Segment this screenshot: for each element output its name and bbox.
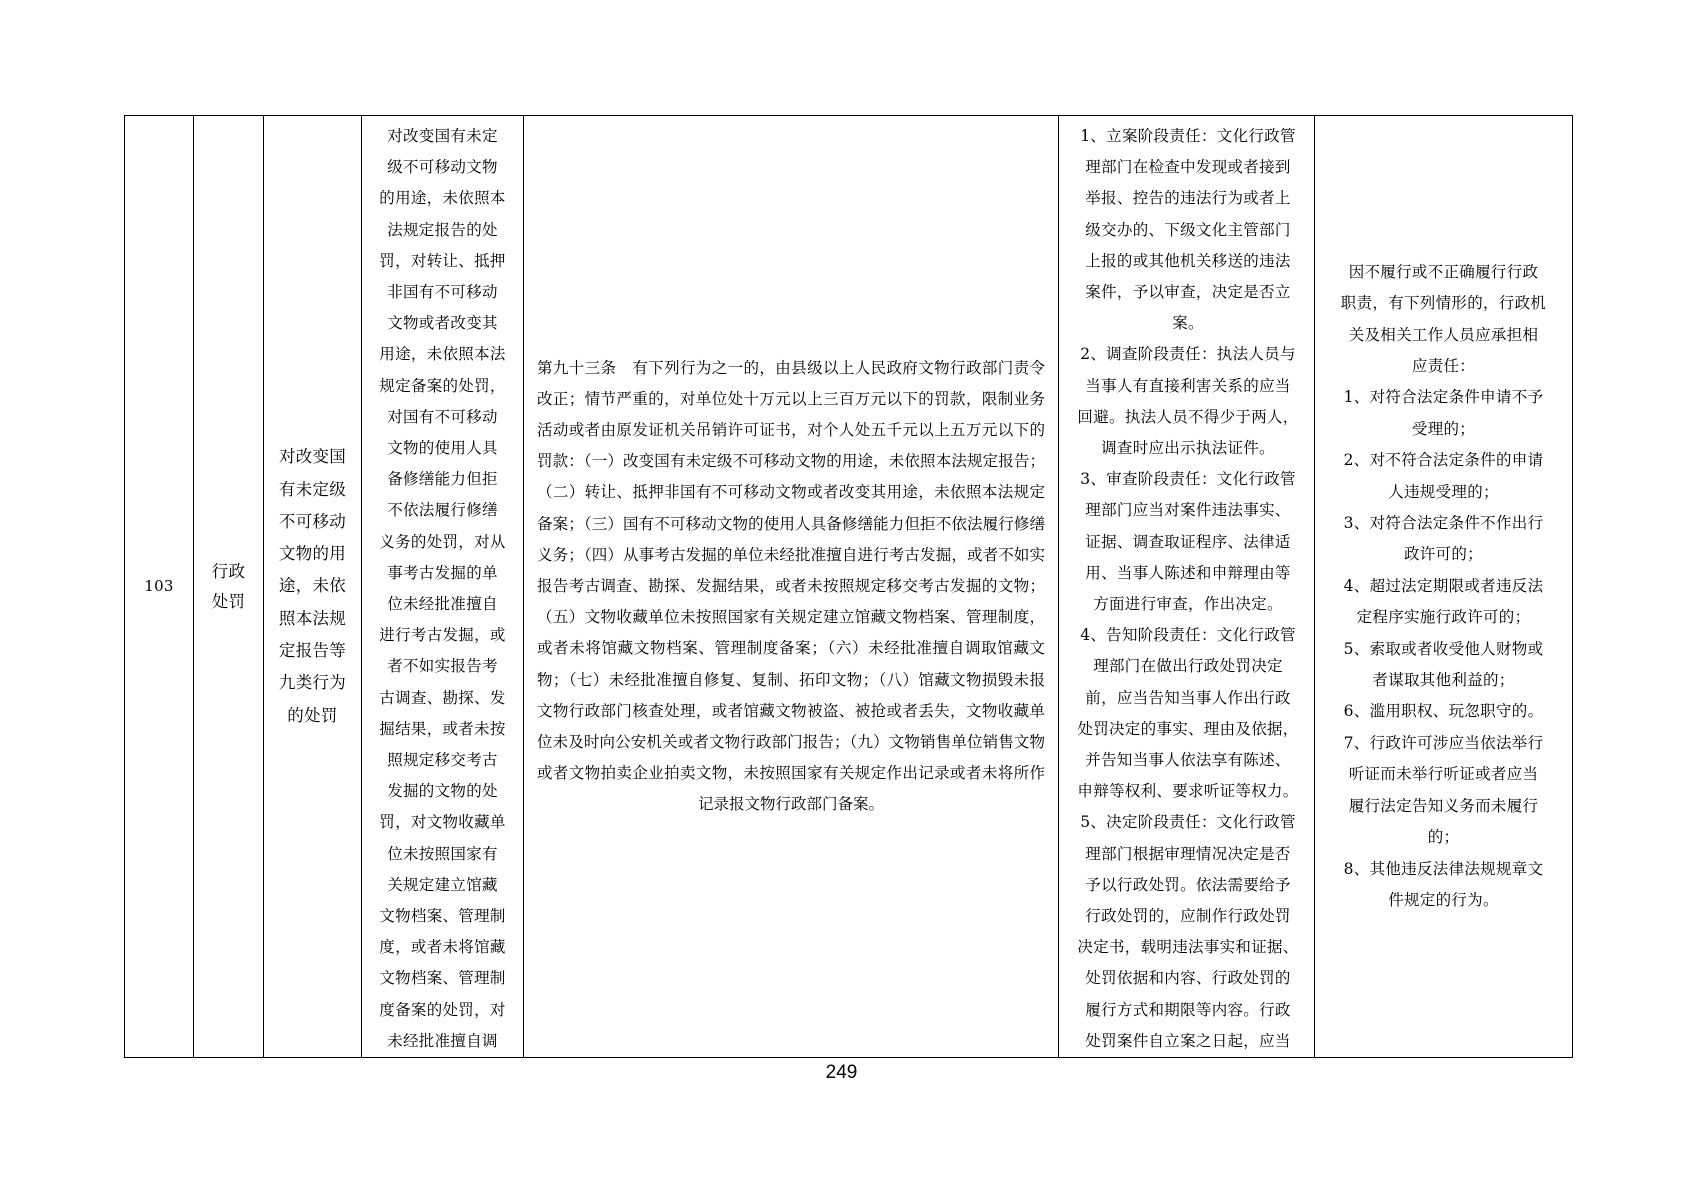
sub-items: 对改变国有未定 级不可移动文物 的用途，未依照本 法规定报告的处 罚，对转让、抵押 非国有不可移动 文物或者改变其 用途，未依照本法 规定备案的处罚， 对国有不可移动 文物的使用人具 备修缮能力但拒 不依法履行修缮 义务的处罚，对从 事考古发掘的单 位未经批准擅自 进行考古发掘，或 者不如实报告考 古调查、勘探、发 掘结果，或者未按 照规定移交考古 发掘的文物的处 罚，对文物收藏单 位未按照国家有 关规定建立馆藏 文物档案、管理制 度，或者未将馆藏 文物档案、管理制 度备案的处罚，对 未经批准擅自调: [379, 127, 506, 1050]
table-row: [125, 116, 1573, 1058]
power-category: 行政 处罚: [211, 561, 246, 611]
legal-basis: 第九十三条 有下列行为之一的，由县级以上人民政府文物行政部门责令改正；情节严重的，对单位处十万元以上三百万元以下的罚款，限制业务活动或者由原发证机关吊销许可证书，对个人处五千元以上五万元以下的罚款：（一）改变国有未定级不可移动文物的用途，未依照本法规定报告；（二）转让、抵押非国有不可移动文物或者改变其用途，未依照本法规定备案；（三）国有不可移动文物的使用人具备修缮能力但拒不依法履行修缮义务；（四）从事考古发掘的单位未经批准擅自进行考古发掘，或者不如实报告考古调查、勘探、发掘结果，或者未按照规定移交考古发掘的文物；（五）文物收藏单位未按照国家有关规定建立馆藏文物档案、管理制度，或者未将馆藏文物档案、管理制度备案；（六）未经批准擅自调取馆藏文物；（七）未经批准擅自修复、复制、拓印文物；（八）馆藏文物损毁未报文物行政部门核查处理，或者馆藏文物被盗、被抢或者丢失，文物收藏单位未及时向公安机关或者文物行政部门报告；（九）文物销售单位销售文物或者文物拍卖企业拍卖文物，未按照国家有关规定作出记录或者未将所作记录报文物行政部门备案。: [537, 358, 1045, 814]
row-number: 103: [144, 576, 174, 595]
legal-basis-cell: [524, 116, 1059, 1058]
sub-items-cell: [362, 116, 524, 1058]
accountability-items: 因不履行或不正确履行行政 职责，有下列情形的，行政机 关及相关工作人员应承担相 应责任： 1、对符合法定条件申请不予 受理的； 2、对不符合法定条件的申请 人违规受理的； 3、对符合法定条件不作出行 政许可的； 4、超过法定期限或者违反法 定程序实施行政许可的； 5、索取或者收受他人财物或 者谋取其他利益的； 6、滥用职权、玩忽职守的。 7、行政许可涉应当依法举行 听证而未举行听证或者应当 履行法定告知义务而未履行 的； 8、其他违反法律法规规章文 件规定的行为。: [1340, 262, 1547, 909]
row-number-cell: [125, 116, 194, 1058]
responsibility-cell: [1059, 116, 1315, 1058]
power-list-table: [124, 115, 1573, 1058]
responsibility-items: 1、立案阶段责任：文化行政管 理部门在检查中发现或者接到 举报、控告的违法行为或者上 级交办的、下级文化主管部门 上报的或其他机关移送的违法 案件，予以审查，决定是否立 案。 2、调查阶段责任：执法人员与 当事人有直接利害关系的应当 回避。执法人员不得少于两人， 调查时应出示执法证件。 3、审查阶段责任：文化行政管 理部门应当对案件违法事实、 证据、调查取证程序、法律适 用、当事人陈述和申辩理由等 方面进行审查，作出决定。 4、告知阶段责任：文化行政管 理部门在做出行政处罚决定 前，应当告知当事人作出行政 处罚决定的事实、理由及依据， 并告知当事人依法享有陈述、 申辩等权利、要求听证等权力。 5、决定阶段责任：文化行政管 理部门根据审理情况决定是否 予以行政处罚。依法需要给予 行政处罚的，应制作行政处罚 决定书，载明违法事实和证据、 处罚依据和内容、行政处罚的 履行方式和期限等内容。行政 处罚案件自立案之日起，应当: [1077, 127, 1299, 1050]
page-number: 249: [825, 1062, 858, 1083]
accountability-cell: [1315, 116, 1573, 1058]
item-name: 对改变国 有未定级 不可移动 文物的用 途，未依 照本法规 定报告等 九类行为 的处罚: [278, 447, 347, 725]
item-name-cell: [264, 116, 362, 1058]
category-cell: [194, 116, 264, 1058]
